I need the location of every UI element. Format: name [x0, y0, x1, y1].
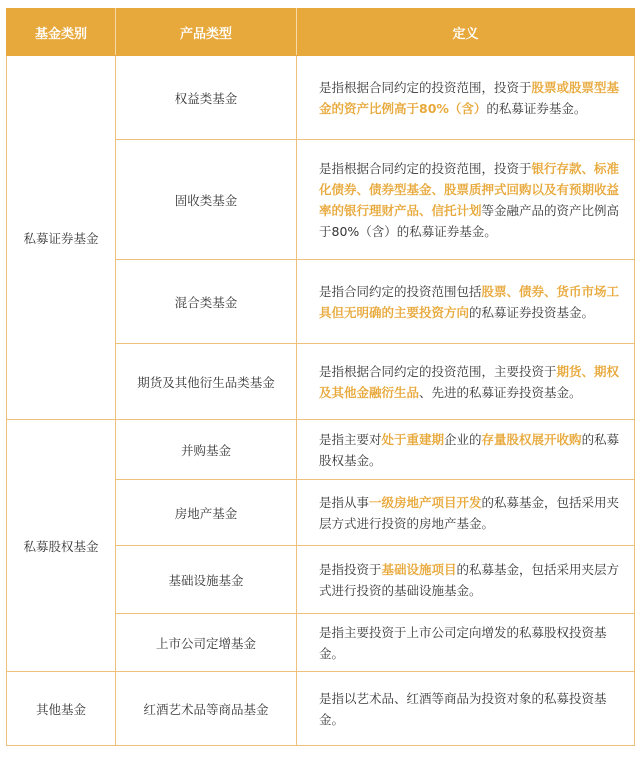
definition-text: 是指合同约定的投资范围包括 — [319, 283, 482, 299]
definition-cell — [297, 420, 635, 480]
definition-text: 的私募基金，包括采用夹层方式进行投资的基础设施基金。 — [319, 561, 620, 598]
product-type-cell: 上市公司定增基金 — [116, 614, 297, 672]
highlight-text: 股票、债券、货币市场工具但无明确的主要投资方向 — [319, 283, 620, 320]
product-type-cell: 房地产基金 — [116, 480, 297, 546]
definition-text: 是指根据合同约定的投资范围，投资于 — [319, 79, 532, 95]
definition-text: 等金融产品的资产比例高于80%（含）的私募证券基金。 — [319, 202, 620, 239]
definition-cell — [297, 614, 635, 672]
category-cell: 私募股权基金 — [7, 420, 116, 672]
table-row — [7, 672, 635, 746]
header-definition: 定义 — [297, 9, 635, 56]
definition-text: 的私募证券投资基金。 — [469, 304, 595, 320]
highlight-text: 基础设施项目 — [381, 561, 457, 577]
product-type-cell: 期货及其他衍生品类基金 — [116, 344, 297, 420]
definition-cell — [297, 672, 635, 746]
highlight-text: 股票或股票型基金的资产比例高于80%（含） — [319, 79, 620, 116]
highlight-text: 一级房地产项目开发 — [369, 494, 482, 510]
definition-text: 、先进的私募证券投资基金。 — [419, 384, 582, 400]
fund-classification-table — [6, 8, 635, 746]
definition-text: 的私募证券基金。 — [486, 100, 587, 116]
definition-text: 是指根据合同约定的投资范围，投资于 — [319, 160, 532, 176]
definition-cell — [297, 480, 635, 546]
definition-cell — [297, 260, 635, 344]
product-type-cell: 混合类基金 — [116, 260, 297, 344]
definition-cell — [297, 56, 635, 140]
category-cell: 其他基金 — [7, 672, 116, 746]
table-row — [7, 420, 635, 480]
header-fund-category: 基金类别 — [7, 9, 116, 56]
definition-text: 的私募股权基金。 — [319, 431, 620, 468]
definition-cell — [297, 546, 635, 614]
product-type-cell: 权益类基金 — [116, 56, 297, 140]
definition-cell — [297, 140, 635, 260]
definition-text: 的私募基金，包括采用夹层方式进行投资的房地产基金。 — [319, 494, 620, 531]
product-type-cell: 红酒艺术品等商品基金 — [116, 672, 297, 746]
definition-text: 是指主要投资于上市公司定向增发的私募股权投资基金。 — [319, 624, 607, 661]
header-product-type: 产品类型 — [116, 9, 297, 56]
category-cell: 私募证券基金 — [7, 56, 116, 420]
product-type-cell: 基础设施基金 — [116, 546, 297, 614]
table-row — [7, 56, 635, 140]
definition-text: 是指根据合同约定的投资范围，主要投资于 — [319, 363, 557, 379]
highlight-text: 存量股权展开收购 — [481, 431, 582, 447]
product-type-cell: 固收类基金 — [116, 140, 297, 260]
header-row — [7, 9, 635, 56]
highlight-text: 银行存款、标准化债券、债券型基金、股票质押式回购以及有预期收益率的银行理财产品、信托计划 — [319, 160, 620, 218]
highlight-text: 期货、期权及其他金融衍生品 — [319, 363, 620, 400]
definition-cell — [297, 344, 635, 420]
product-type-cell: 并购基金 — [116, 420, 297, 480]
definition-text: 是指以艺术品、红酒等商品为投资对象的私募投资基金。 — [319, 690, 607, 727]
definition-text: 是指从事 — [319, 494, 370, 510]
highlight-text: 处于重建期 — [381, 431, 445, 447]
definition-text: 企业的 — [444, 431, 482, 447]
definition-text: 是指主要对 — [319, 431, 382, 447]
definition-text: 是指投资于 — [319, 561, 382, 577]
